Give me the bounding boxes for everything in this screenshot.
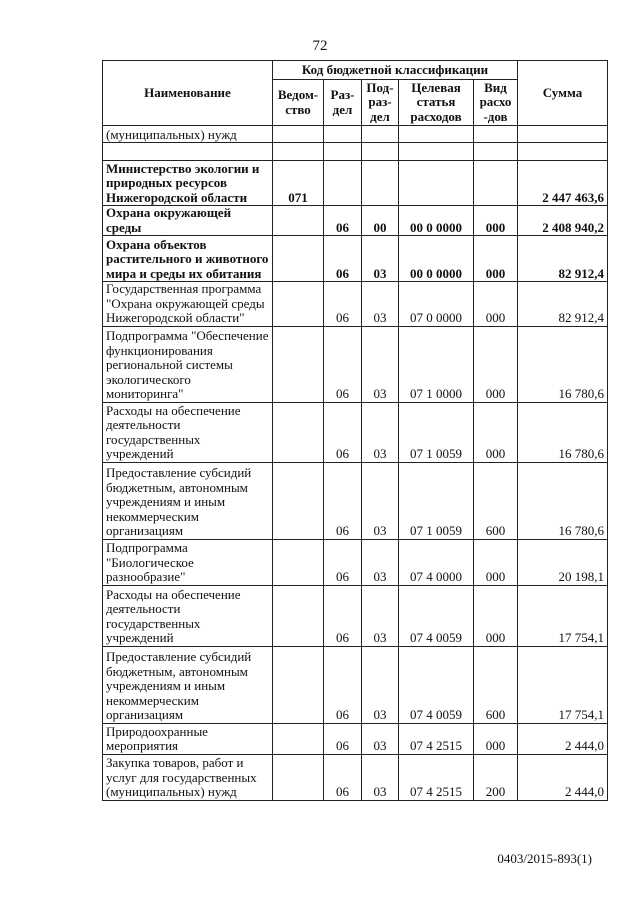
- cell-podrazdel: 00: [362, 206, 399, 236]
- cell-tselevaya: 07 4 0059: [399, 646, 474, 723]
- table-row: [103, 646, 608, 723]
- cell-summa: 16 780,6: [518, 326, 608, 402]
- cell-name: (муниципальных) нужд: [103, 126, 273, 143]
- cell-razdel: 06: [324, 723, 362, 754]
- budget-table: [102, 60, 608, 801]
- cell-vedomstvo: [273, 282, 324, 327]
- cell-razdel: 06: [324, 402, 362, 462]
- page-number: 72: [312, 38, 328, 54]
- cell-vedomstvo: [273, 585, 324, 646]
- cell-vedomstvo: [273, 539, 324, 585]
- cell-tselevaya: 07 1 0059: [399, 402, 474, 462]
- cell-tselevaya: 07 4 0059: [399, 585, 474, 646]
- cell-summa: 20 198,1: [518, 539, 608, 585]
- cell-summa: 16 780,6: [518, 462, 608, 539]
- cell-vid: 000: [474, 282, 518, 327]
- cell-summa: [518, 143, 608, 161]
- cell-summa: 2 447 463,6: [518, 161, 608, 206]
- header-razdel: Раз-дел: [324, 80, 362, 126]
- cell-summa: 82 912,4: [518, 236, 608, 282]
- cell-podrazdel: [362, 161, 399, 206]
- cell-tselevaya: 07 4 0000: [399, 539, 474, 585]
- cell-summa: 82 912,4: [518, 282, 608, 327]
- cell-razdel: 06: [324, 282, 362, 327]
- header-vid: Вид расхо -дов: [474, 80, 518, 126]
- table-row: [103, 206, 608, 236]
- cell-name: Расходы на обеспечение деятельности государственных учреждений: [103, 585, 273, 646]
- cell-name: Охрана объектов растительного и животного мира и среды их обитания: [103, 236, 273, 282]
- cell-vedomstvo: [273, 143, 324, 161]
- cell-podrazdel: 03: [362, 236, 399, 282]
- cell-razdel: 06: [324, 646, 362, 723]
- cell-name: Предоставление субсидий бюджетным, автономным учреждениям и иным некоммерческим организациям: [103, 462, 273, 539]
- cell-razdel: 06: [324, 236, 362, 282]
- cell-tselevaya: 07 1 0059: [399, 462, 474, 539]
- cell-vid: 600: [474, 646, 518, 723]
- cell-podrazdel: 03: [362, 402, 399, 462]
- cell-vid: 000: [474, 206, 518, 236]
- cell-name: Подпрограмма "Биологическое разнообразие": [103, 539, 273, 585]
- cell-name: Подпрограмма "Обеспечение функционирования региональной системы экологического мониторинга": [103, 326, 273, 402]
- cell-razdel: [324, 143, 362, 161]
- cell-vedomstvo: [273, 126, 324, 143]
- cell-vid: [474, 161, 518, 206]
- cell-name: Расходы на обеспечение деятельности государственных учреждений: [103, 402, 273, 462]
- cell-name: [103, 143, 273, 161]
- cell-vedomstvo: [273, 402, 324, 462]
- cell-tselevaya: 07 4 2515: [399, 723, 474, 754]
- header-name: Наименование: [103, 61, 273, 126]
- cell-razdel: [324, 126, 362, 143]
- cell-name: Закупка товаров, работ и услуг для государственных (муниципальных) нужд: [103, 754, 273, 800]
- cell-summa: 2 408 940,2: [518, 206, 608, 236]
- table-row: [103, 161, 608, 206]
- cell-podrazdel: 03: [362, 282, 399, 327]
- table-row: [103, 282, 608, 327]
- header-tselevaya: Целевая статья расходов: [399, 80, 474, 126]
- cell-podrazdel: 03: [362, 646, 399, 723]
- cell-tselevaya: 07 4 2515: [399, 754, 474, 800]
- cell-vedomstvo: [273, 326, 324, 402]
- table-row: [103, 143, 608, 161]
- cell-vedomstvo: [273, 723, 324, 754]
- cell-vedomstvo: [273, 236, 324, 282]
- table-row: [103, 754, 608, 800]
- cell-razdel: 06: [324, 206, 362, 236]
- cell-podrazdel: 03: [362, 754, 399, 800]
- header-summa: Сумма: [518, 61, 608, 126]
- cell-vedomstvo: [273, 646, 324, 723]
- cell-name: Министерство экологии и природных ресурсов Нижегородской области: [103, 161, 273, 206]
- cell-podrazdel: [362, 143, 399, 161]
- cell-vid: [474, 143, 518, 161]
- table-row: [103, 723, 608, 754]
- cell-tselevaya: [399, 143, 474, 161]
- cell-razdel: 06: [324, 585, 362, 646]
- cell-podrazdel: [362, 126, 399, 143]
- cell-summa: 2 444,0: [518, 723, 608, 754]
- cell-vedomstvo: [273, 754, 324, 800]
- cell-tselevaya: [399, 126, 474, 143]
- footer-code: 0403/2015-893(1): [497, 851, 592, 866]
- cell-razdel: 06: [324, 462, 362, 539]
- table-row: [103, 126, 608, 143]
- cell-vid: 600: [474, 462, 518, 539]
- cell-podrazdel: 03: [362, 539, 399, 585]
- cell-podrazdel: 03: [362, 326, 399, 402]
- cell-summa: 17 754,1: [518, 585, 608, 646]
- cell-name: Государственная программа "Охрана окружающей среды Нижегородской области": [103, 282, 273, 327]
- header-code-group: Код бюджетной классификации: [273, 61, 518, 80]
- cell-vid: 000: [474, 585, 518, 646]
- table-row: [103, 236, 608, 282]
- cell-name: Предоставление субсидий бюджетным, автономным учреждениям и иным некоммерческим организациям: [103, 646, 273, 723]
- cell-tselevaya: 07 1 0000: [399, 326, 474, 402]
- cell-tselevaya: [399, 161, 474, 206]
- header-podrazdel: Под-раз-дел: [362, 80, 399, 126]
- cell-summa: 2 444,0: [518, 754, 608, 800]
- cell-podrazdel: 03: [362, 462, 399, 539]
- table-row: [103, 402, 608, 462]
- table-row: [103, 326, 608, 402]
- cell-razdel: 06: [324, 326, 362, 402]
- table-body: [103, 126, 608, 801]
- cell-vedomstvo: [273, 462, 324, 539]
- cell-vid: 000: [474, 539, 518, 585]
- cell-vid: 000: [474, 723, 518, 754]
- cell-podrazdel: 03: [362, 723, 399, 754]
- cell-vid: 000: [474, 326, 518, 402]
- table-row: [103, 539, 608, 585]
- cell-razdel: 06: [324, 754, 362, 800]
- cell-tselevaya: 07 0 0000: [399, 282, 474, 327]
- cell-summa: 17 754,1: [518, 646, 608, 723]
- table-row: [103, 462, 608, 539]
- header-vedomstvo: Ведом-ство: [273, 80, 324, 126]
- cell-vedomstvo: [273, 206, 324, 236]
- cell-vid: 000: [474, 236, 518, 282]
- cell-razdel: 06: [324, 539, 362, 585]
- cell-summa: [518, 126, 608, 143]
- cell-vid: [474, 126, 518, 143]
- cell-podrazdel: 03: [362, 585, 399, 646]
- cell-tselevaya: 00 0 0000: [399, 236, 474, 282]
- cell-vid: 000: [474, 402, 518, 462]
- cell-tselevaya: 00 0 0000: [399, 206, 474, 236]
- table-row: [103, 585, 608, 646]
- cell-razdel: [324, 161, 362, 206]
- cell-vedomstvo: 071: [273, 161, 324, 206]
- cell-summa: 16 780,6: [518, 402, 608, 462]
- cell-vid: 200: [474, 754, 518, 800]
- cell-name: Природоохранные мероприятия: [103, 723, 273, 754]
- cell-name: Охрана окружающей среды: [103, 206, 273, 236]
